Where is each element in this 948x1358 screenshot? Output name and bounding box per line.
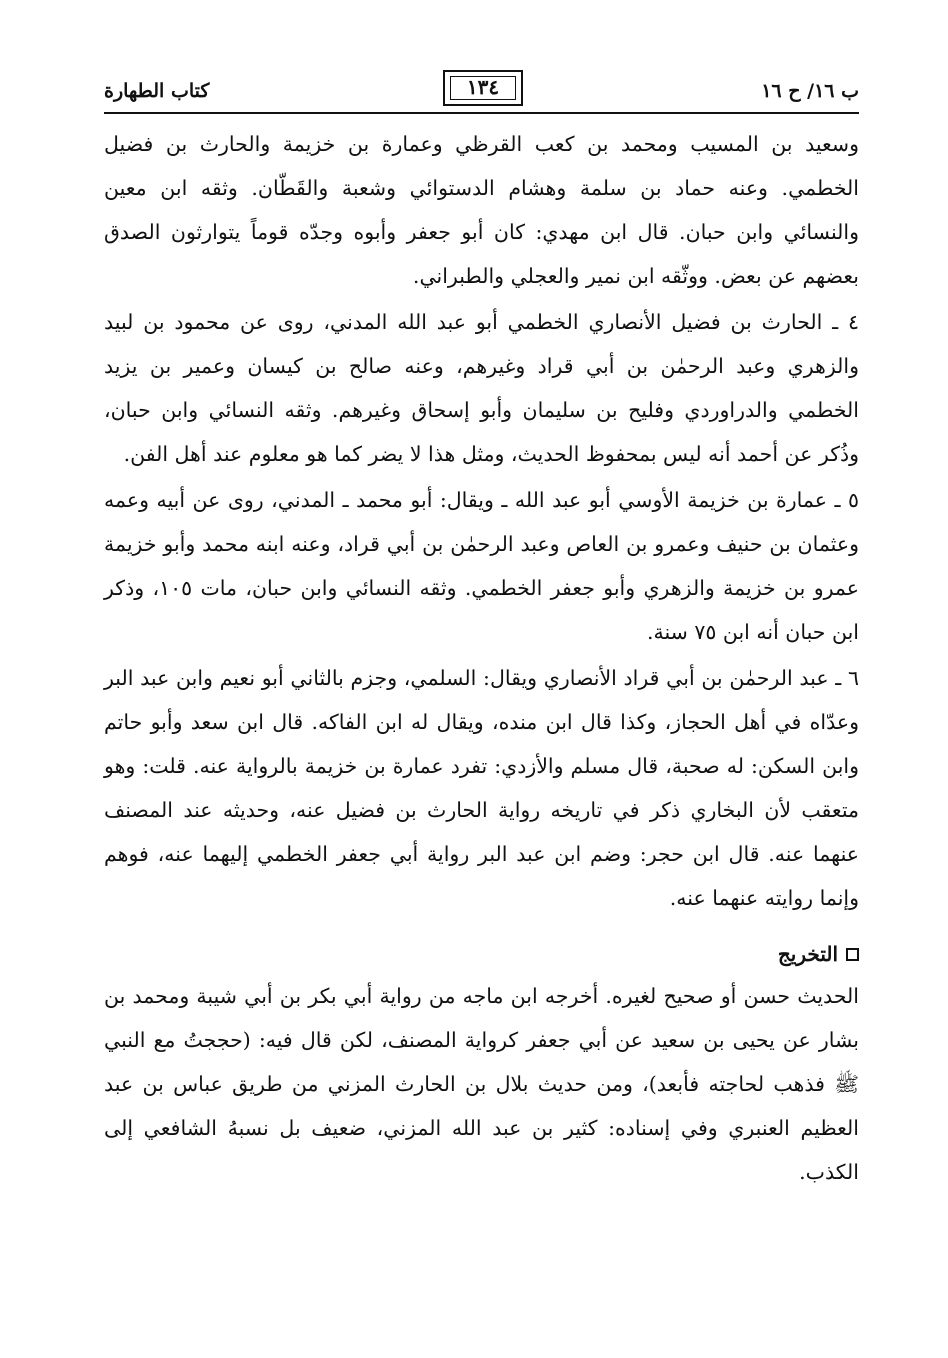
page-number: ١٣٤ [466, 75, 500, 99]
main-text [104, 122, 859, 1194]
section-heading [104, 934, 859, 974]
paragraph-4: ٦ ـ عبد الرحمٰن بن أبي قراد الأنصاري ويقال: السلمي، وجزم بالثاني أبو نعيم وابن عبد البر وعدّاه في أهل الحجاز، وكذا قال ابن منده، ويقال له ابن الفاكه. قال ابن سعد وأبو حاتم وابن السكن: له صحبة، قال مسلم والأزدي: تفرد عمارة بن خزيمة بالرواية عنه. قلت: وهو متعقب لأن البخاري ذكر في تاريخه رواية الحارث بن فضيل عنه، وحديثه عند المصنف عنهما عنه. قال ابن حجر: وضم ابن عبد البر رواية أبي جعفر الخطمي إليهما عنه، فوهم وإنما روايته عنهما عنه. [104, 666, 859, 910]
paragraph-2: ٤ ـ الحارث بن فضيل الأنصاري الخطمي أبو عبد الله المدني، روى عن محمود بن لبيد والزهري وعبد الرحمٰن بن أبي قراد وغيرهم، وعنه صالح بن كيسان وعمير بن يزيد الخطمي والدراوردي وفليح بن سليمان وأبو إسحاق وغيرهم. وثقه النسائي وابن حبان، وذُكر عن أحمد أنه ليس بمحفوظ الحديث، ومثل هذا لا يضر كما هو معلوم عند أهل الفن. [104, 310, 859, 466]
page-number-frame [443, 70, 523, 106]
header-book-title: كتاب الطهارة [104, 80, 210, 102]
checkbox-square-icon [846, 948, 859, 961]
header-reference: ب ١٦/ ح ١٦ [761, 80, 859, 102]
document-page [104, 68, 859, 1194]
paragraph-3: ٥ ـ عمارة بن خزيمة الأوسي أبو عبد الله ـ ويقال: أبو محمد ـ المدني، روى عن أبيه وعمه وعثمان بن حنيف وعمرو بن العاص وعبد الرحمٰن بن أبي قراد، وعنه ابنه محمد وأبو خزيمة عمرو بن خزيمة والزهري وأبو جعفر الخطمي. وثقه النسائي وابن حبان، مات ١٠٥، وذكر ابن حبان أنه ابن ٧٥ سنة. [104, 488, 860, 644]
paragraph-1: وسعيد بن المسيب ومحمد بن كعب القرظي وعمارة بن خزيمة والحارث بن فضيل الخطمي. وعنه حماد بن سلمة وهشام الدستوائي وشعبة والقَطّان. وثقه ابن معين والنسائي وابن حبان. قال ابن مهدي: كان أبو جعفر وأبوه وجدّه قوماً يتوارثون الصدق بعضهم عن بعض. ووثّقه ابن نمير والعجلي والطبراني. [104, 132, 859, 288]
section-paragraph: الحديث حسن أو صحيح لغيره. أخرجه ابن ماجه من رواية أبي بكر بن أبي شيبة ومحمد بن بشار عن يحيى بن سعيد عن أبي جعفر كرواية المصنف، لكن قال فيه: (حججتُ مع النبي ﷺ فذهب لحاجته فأبعد)، ومن حديث بلال بن الحارث المزني من طريق عباس بن عبد العظيم العنبري وفي إسناده: كثير بن عبد الله المزني، ضعيف بل نسبهُ الشافعي إلى الكذب. [104, 984, 859, 1184]
section-heading-label: التخريج [777, 942, 838, 966]
page-header [104, 68, 859, 114]
